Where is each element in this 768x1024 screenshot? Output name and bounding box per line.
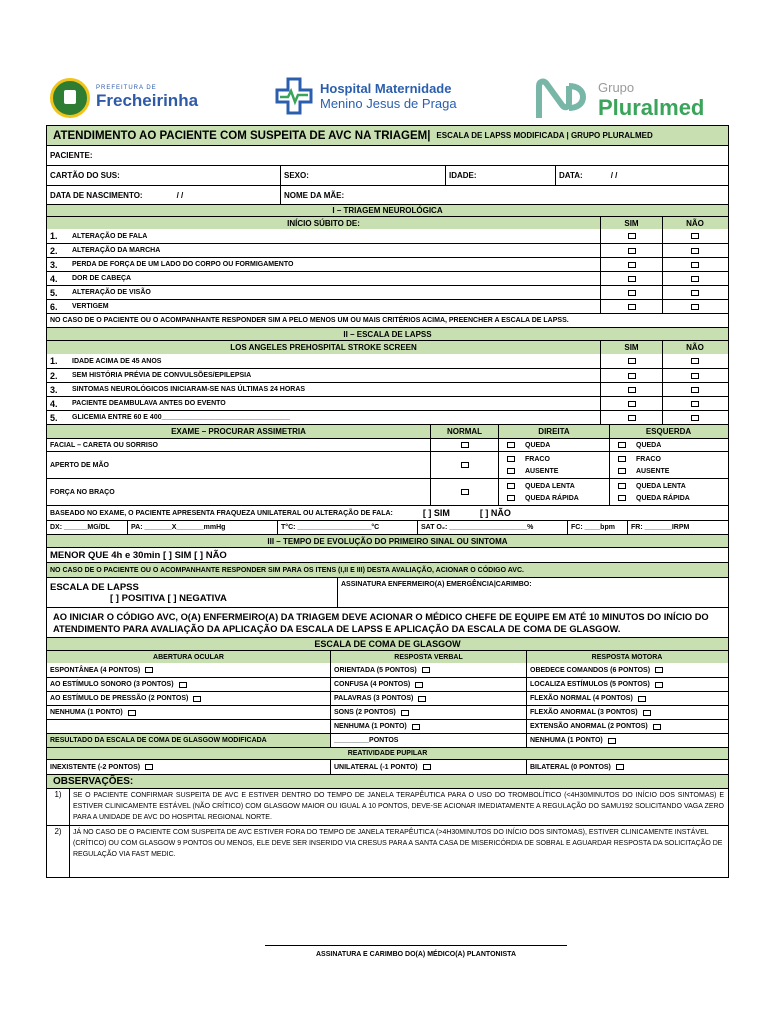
lapss-item-row xyxy=(47,368,728,382)
triage-item-label: PERDA DE FORÇA DE UM LADO DO CORPO OU FORMIGAMENTO xyxy=(72,261,294,268)
section1-subtitle: INÍCIO SÚBITO DE: xyxy=(287,218,360,228)
lapss-item-nao-checkbox[interactable] xyxy=(691,358,699,364)
pupil-unilateral-checkbox[interactable] xyxy=(423,764,431,770)
glasgow-title: ESCALA DE COMA DE GLASGOW xyxy=(314,639,461,649)
motora-nenhuma-checkbox[interactable] xyxy=(608,738,616,744)
lapss-item-nao-checkbox[interactable] xyxy=(691,401,699,407)
glasgow-result-points[interactable]: _________PONTOS xyxy=(330,734,526,747)
triage-item-sim-checkbox[interactable] xyxy=(628,233,636,239)
exam-title: EXAME – PROCURAR ASSIMETRIA xyxy=(171,427,306,436)
forca-right-lenta-label: QUEDA LENTA xyxy=(525,482,575,490)
forca-right-rapida-label: QUEDA RÁPIDA xyxy=(525,494,579,502)
glasgow-verbal-checkbox[interactable] xyxy=(422,667,430,673)
date-field[interactable] xyxy=(555,166,727,185)
facial-right-label: QUEDA xyxy=(525,441,551,449)
lapss-item-nao-checkbox[interactable] xyxy=(691,415,699,421)
pupil-header xyxy=(47,747,728,759)
aperto-right-fraco-checkbox[interactable] xyxy=(507,456,515,462)
doctor-signature-line[interactable] xyxy=(265,945,567,946)
glasgow-header xyxy=(47,637,728,650)
section1-header xyxy=(47,204,728,216)
forca-right-rapida-checkbox[interactable] xyxy=(507,495,515,501)
lapss-item-label: IDADE ACIMA DE 45 ANOS xyxy=(72,357,162,365)
glasgow-ocular-checkbox[interactable] xyxy=(193,696,201,702)
hospital-cross-icon xyxy=(274,76,314,116)
aperto-label: APERTO DE MÃO xyxy=(50,461,109,469)
facial-left-label: QUEDA xyxy=(636,441,662,449)
glasgow-rows xyxy=(47,663,728,733)
aperto-left-ausente-checkbox[interactable] xyxy=(618,468,626,474)
glasgow-verbal-label: CONFUSA (4 PONTOS) xyxy=(334,681,411,688)
triage-item-nao-checkbox[interactable] xyxy=(691,248,699,254)
triage-item-number: 3. xyxy=(50,259,58,270)
vitals-row xyxy=(47,520,728,534)
triage-item-row xyxy=(47,257,728,271)
aperto-left-ausente-label: AUSENTE xyxy=(636,467,670,475)
glasgow-motora-label: OBEDECE COMANDOS (6 PONTOS) xyxy=(530,666,651,674)
obs-1-number: 1) xyxy=(54,790,62,799)
aperto-row xyxy=(47,451,728,478)
forca-label: FORÇA NO BRAÇO xyxy=(50,488,115,496)
nurse-signature-field[interactable]: ASSINATURA ENFERMEIRO(A) EMERGÊNCIA|CARIMBO: xyxy=(337,578,727,607)
triage-item-sim-checkbox[interactable] xyxy=(628,276,636,282)
hospital-name-line1: Hospital Maternidade xyxy=(320,81,452,96)
section2-title: II – ESCALA DE LAPSS xyxy=(343,329,432,339)
lapss-item-nao-checkbox[interactable] xyxy=(691,387,699,393)
lapss-item-row xyxy=(47,382,728,396)
section1-note: NO CASO DE O PACIENTE OU O ACOMPANHANTE RESPONDER SIM A PELO MENOS UM OU MAIS CRITÉRIOS ACIMA, PREENCHER A ESCALA DE LAPSS. xyxy=(50,317,569,324)
triage-item-number: 6. xyxy=(50,301,58,312)
resposta-verbal-header: RESPOSTA VERBAL xyxy=(330,651,526,663)
glasgow-ocular-checkbox[interactable] xyxy=(179,682,187,688)
triage-item-sim-checkbox[interactable] xyxy=(628,290,636,296)
glasgow-result-row xyxy=(47,733,728,747)
triage-item-label: ALTERAÇÃO DA MARCHA xyxy=(72,247,161,254)
pluralmed-name: Pluralmed xyxy=(598,94,705,120)
patient-field[interactable]: PACIENTE: xyxy=(50,151,93,160)
lapss-item-number: 3. xyxy=(50,384,58,395)
grupo-label: Grupo xyxy=(598,79,635,95)
glasgow-verbal-label: PALAVRAS (3 PONTOS) xyxy=(334,695,414,702)
glasgow-verbal-checkbox[interactable] xyxy=(418,696,426,702)
lapss-item-row xyxy=(47,396,728,410)
sus-row xyxy=(47,165,728,185)
triage-item-row xyxy=(47,299,728,313)
lapss-item-label: GLICEMIA ENTRE 60 E 400_________________________________ xyxy=(72,414,291,421)
glasgow-motora-checkbox[interactable] xyxy=(643,710,651,716)
triage-item-nao-checkbox[interactable] xyxy=(691,290,699,296)
triage-item-number: 1. xyxy=(50,231,58,241)
pupil-title: REATIVIDADE PUPILAR xyxy=(347,750,428,757)
glasgow-ocular-checkbox[interactable] xyxy=(128,710,136,716)
hospital-logo xyxy=(274,76,457,116)
pupil-unilateral-label: UNILATERAL (-1 PONTO) xyxy=(334,763,418,771)
dx-field[interactable]: DX: ______MG/DL xyxy=(50,524,110,531)
lapss-item-nao-checkbox[interactable] xyxy=(691,373,699,379)
pupil-bilateral-checkbox[interactable] xyxy=(616,764,624,770)
lapss-item-row xyxy=(47,354,728,368)
lapss-item-label: SINTOMAS NEUROLÓGICOS INICIARAM-SE NAS ÚLTIMAS 24 HORAS xyxy=(72,386,306,393)
forca-right-lenta-checkbox[interactable] xyxy=(507,483,515,489)
glasgow-ocular-label: ESPONTÂNEA (4 PONTOS) xyxy=(50,666,141,674)
lapss-item-sim-checkbox[interactable] xyxy=(628,387,636,393)
np-monogram-icon xyxy=(534,78,588,122)
glasgow-row xyxy=(47,719,728,733)
glasgow-motora-checkbox[interactable] xyxy=(655,667,663,673)
menor-row xyxy=(47,547,728,562)
triage-item-row xyxy=(47,285,728,299)
pupil-bilateral-label: BILATERAL (0 PONTOS) xyxy=(530,763,611,771)
obs-2-text: JÁ NO CASO DE O PACIENTE COM SUSPEITA DE AVC ESTIVER FORA DO TEMPO DE JANELA TERAPÊUTICA (>4H30MINUTOS DO INÍCIO DOS SINTOMAS), ESTIVER CLINICAMENTE INSTÁVEL (CRÍTICO) OU COM GLASGOW 9 PONTOS OU MENOS, ELE DEVE SER INSERIDO VIA CRESUS PARA A SANTA CASA DE MISERICÓRDIA DE SOBRAL E AGUARDAR RESPOSTA DA SOLICITAÇÃO DE REGULAÇÃO VIA FAST MEDIC. xyxy=(69,826,727,877)
lapss-item-label: SEM HISTÓRIA PRÉVIA DE CONVULSÕES/EPILEPSIA xyxy=(72,372,252,379)
exam-header-row xyxy=(47,424,728,438)
birth-date-field[interactable] xyxy=(47,186,280,204)
triage-item-sim-checkbox[interactable] xyxy=(628,262,636,268)
age-field[interactable]: IDADE: xyxy=(445,166,555,185)
forca-row xyxy=(47,478,728,505)
glasgow-result-label: RESULTADO DA ESCALA DE COMA DE GLASGOW MODIFICADA xyxy=(47,734,330,747)
doctor-signature-label: ASSINATURA E CARIMBO DO(A) MÉDICO(A) PLANTONISTA xyxy=(315,951,516,958)
lapss-item-sim-checkbox[interactable] xyxy=(628,358,636,364)
section3-note: NO CASO DE O PACIENTE OU O ACOMPANHANTE RESPONDER SIM PARA OS ITENS (I,II E III) DESTA AVALIAÇÃO, ACIONAR O CÓDIGO AVC. xyxy=(50,566,524,574)
menor-4h30-question[interactable]: MENOR QUE 4h e 30min [ ] SIM [ ] NÃO xyxy=(50,549,227,561)
birth-date-label: DATA DE NASCIMENTO: xyxy=(50,190,143,200)
facial-row xyxy=(47,438,728,451)
triage-item-row xyxy=(47,229,728,243)
prefeitura-label: PREFEITURA DE xyxy=(96,85,157,91)
avc-form xyxy=(46,125,729,878)
glasgow-motora-label: FLEXÃO NORMAL (4 PONTOS) xyxy=(530,695,633,702)
section3-note-row xyxy=(47,562,728,577)
glasgow-row xyxy=(47,691,728,705)
glasgow-row xyxy=(47,705,728,719)
normal-header: NORMAL xyxy=(430,425,498,438)
glasgow-motora-checkbox[interactable] xyxy=(655,682,663,688)
obs-1-text: SE O PACIENTE CONFIRMAR SUSPEITA DE AVC E ESTIVER DENTRO DO TEMPO DE JANELA TERAPÊUTICA PARA O USO DO TROMBOLÍTICO (<4H30MINUTOS DO INÍCIO DOS SINTOMAS) E ESTIVER CLINICAMENTE ESTÁVEL (NÃO CRÍTICO) COM GLASGOW MAIOR OU IGUAL A 10 PONTOS, DEVE-SE ACIONAR IMEDIATAMENTE A REGULAÇÃO DO SAMU192 SOLICITANDO VAGA ZERO PARA A UNIDADE DE AVC DO HOSPITAL REGIONAL NORTE. xyxy=(69,789,727,825)
glasgow-motora-label: LOCALIZA ESTÍMULOS (5 PONTOS) xyxy=(530,681,650,688)
prefeitura-logo xyxy=(50,78,198,118)
aperto-right-ausente-checkbox[interactable] xyxy=(507,468,515,474)
temperature-field[interactable]: T°C: ___________________°C xyxy=(277,521,417,534)
pluralmed-logo xyxy=(534,78,704,122)
glasgow-ocular-checkbox[interactable] xyxy=(145,667,153,673)
triage-item-nao-checkbox[interactable] xyxy=(691,262,699,268)
triage-item-sim-checkbox[interactable] xyxy=(628,304,636,310)
prefeitura-name: Frecheirinha xyxy=(96,91,199,110)
glasgow-row xyxy=(47,677,728,691)
sus-card-field[interactable]: CARTÃO DO SUS: xyxy=(50,171,120,180)
triage-item-nao-checkbox[interactable] xyxy=(691,233,699,239)
date-slashes: / / xyxy=(610,171,618,180)
logos-header xyxy=(0,70,768,130)
hospital-name-line2: Menino Jesus de Praga xyxy=(320,96,457,111)
baseado-question: BASEADO NO EXAME, O PACIENTE APRESENTA FRAQUEZA UNILATERAL OU ALTERAÇÃO DE FALA: xyxy=(50,509,393,517)
form-title-row xyxy=(47,126,728,145)
triage-item-number: 2. xyxy=(50,245,58,256)
direita-header: DIREITA xyxy=(498,425,609,438)
glasgow-verbal-checkbox[interactable] xyxy=(401,710,409,716)
glasgow-ocular-label: AO ESTÍMULO SONORO (3 PONTOS) xyxy=(50,681,174,688)
glasgow-ocular-label: NENHUMA (1 PONTO) xyxy=(50,709,123,716)
codigo-avc-text: AO INICIAR O CÓDIGO AVC, O(A) ENFERMEIRO(A) DA TRIAGEM DEVE ACIONAR O MÉDICO CHEFE DE EQUIPE EM ATÉ 10 MINUTOS DO INÍCIO DO ATENDIMENTO PARA AVALIAÇÃO DA APLICAÇÃO DA ESCALA DE LAPSS E APLICAÇÃO DA ESCALA DE COMA DE GLASGOW. xyxy=(53,611,709,634)
triage-item-label: ALTERAÇÃO DE FALA xyxy=(72,232,148,240)
triage-item-sim-checkbox[interactable] xyxy=(628,248,636,254)
glasgow-motora-label: FLEXÃO ANORMAL (3 PONTOS) xyxy=(530,709,638,716)
abertura-ocular-header: ABERTURA OCULAR xyxy=(153,653,224,661)
section1-subheader xyxy=(47,216,728,229)
triage-item-label: VERTIGEM xyxy=(72,303,109,310)
obs-item-1 xyxy=(47,788,728,825)
lapss-item-number: 2. xyxy=(50,370,58,381)
obs-2-number: 2) xyxy=(54,827,62,836)
aperto-right-ausente-label: AUSENTE xyxy=(525,467,559,475)
fr-field[interactable]: FR: _______IRPM xyxy=(627,521,727,534)
lapss-item-label: PACIENTE DEAMBULAVA ANTES DO EVENTO xyxy=(72,400,226,407)
pupil-row xyxy=(47,759,728,774)
lapss-item-sim-checkbox[interactable] xyxy=(628,415,636,421)
triage-item-row xyxy=(47,243,728,257)
forca-left-lenta-checkbox[interactable] xyxy=(618,483,626,489)
city-seal-icon xyxy=(50,78,90,118)
section2-items xyxy=(47,354,728,424)
section1-items xyxy=(47,229,728,313)
resposta-motora-header: RESPOSTA MOTORA xyxy=(526,651,727,663)
aperto-right-fraco-label: FRACO xyxy=(525,455,550,463)
baseado-nao-option[interactable]: [ ] NÃO xyxy=(479,508,511,518)
date-label: DATA: xyxy=(559,171,583,180)
escala-result-options[interactable]: [ ] POSITIVA [ ] NEGATIVA xyxy=(110,592,227,604)
forca-left-rapida-label: QUEDA RÁPIDA xyxy=(636,494,690,502)
glasgow-verbal-checkbox[interactable] xyxy=(415,682,423,688)
section1-sim-header: SIM xyxy=(600,217,662,229)
baseado-sim-option[interactable]: [ ] SIM xyxy=(422,508,450,518)
aperto-left-fraco-checkbox[interactable] xyxy=(618,456,626,462)
birth-date-slashes: / / xyxy=(176,190,184,200)
pupil-inexistente-checkbox[interactable] xyxy=(145,764,153,770)
lapss-item-number: 1. xyxy=(50,356,58,366)
glasgow-col-headers xyxy=(47,650,728,663)
section1-note-row xyxy=(47,313,728,327)
triage-item-label: DOR DE CABEÇA xyxy=(72,275,132,282)
glasgow-row xyxy=(47,663,728,677)
sex-field[interactable]: SEXO: xyxy=(280,166,445,185)
section2-subheader xyxy=(47,340,728,354)
lapss-item-number: 4. xyxy=(50,398,58,409)
lapss-item-sim-checkbox[interactable] xyxy=(628,373,636,379)
section2-sim-header: SIM xyxy=(600,341,662,354)
facial-normal-checkbox[interactable] xyxy=(461,442,469,448)
codigo-avc-row xyxy=(47,607,728,637)
esquerda-header: ESQUERDA xyxy=(609,425,727,438)
facial-left-checkbox[interactable] xyxy=(618,442,626,448)
obs-header xyxy=(47,774,728,788)
motora-nenhuma-label: NENHUMA (1 PONTO) xyxy=(530,737,603,744)
pa-field[interactable]: PA: _______X_______mmHg xyxy=(127,521,277,534)
section2-subtitle: LOS ANGELES PREHOSPITAL STROKE SCREEN xyxy=(230,343,417,352)
triage-item-nao-checkbox[interactable] xyxy=(691,304,699,310)
obs-item-2 xyxy=(47,825,728,877)
pupil-inexistente-label: INEXISTENTE (-2 PONTOS) xyxy=(50,763,141,771)
glasgow-verbal-label: SONS (2 PONTOS) xyxy=(334,709,396,716)
forca-left-lenta-label: QUEDA LENTA xyxy=(636,482,686,490)
lapss-item-row xyxy=(47,410,728,424)
triage-item-number: 4. xyxy=(50,273,58,284)
baseado-row xyxy=(47,505,728,520)
forca-left-rapida-checkbox[interactable] xyxy=(618,495,626,501)
form-title: ATENDIMENTO AO PACIENTE COM SUSPEITA DE AVC NA TRIAGEM| xyxy=(53,129,431,142)
aperto-normal-checkbox[interactable] xyxy=(461,462,469,468)
section2-nao-header: NÃO xyxy=(662,341,727,354)
escala-row xyxy=(47,577,728,607)
section3-title: III – TEMPO DE EVOLUÇÃO DO PRIMEIRO SINAL OU SINTOMA xyxy=(267,536,508,546)
sat-field[interactable]: SAT O₂: ____________________% xyxy=(417,521,567,534)
aperto-left-fraco-label: FRACO xyxy=(636,455,661,463)
triage-item-nao-checkbox[interactable] xyxy=(691,276,699,282)
glasgow-verbal-label: ORIENTADA (5 PONTOS) xyxy=(334,666,417,674)
lapss-item-number: 5. xyxy=(50,412,58,423)
glasgow-ocular-label: AO ESTÍMULO DE PRESSÃO (2 PONTOS) xyxy=(50,695,189,702)
glasgow-motora-checkbox[interactable] xyxy=(638,696,646,702)
glasgow-verbal-label: NENHUMA (1 PONTO) xyxy=(334,723,407,730)
patient-row xyxy=(47,145,728,165)
section3-header xyxy=(47,534,728,547)
mother-name-field[interactable]: NOME DA MÃE: xyxy=(280,186,727,204)
section1-nao-header: NÃO xyxy=(662,217,727,229)
triage-item-label: ALTERAÇÃO DE VISÃO xyxy=(72,289,151,296)
fc-field[interactable]: FC: ____bpm xyxy=(567,521,627,534)
obs-title: OBSERVAÇÕES: xyxy=(53,776,134,787)
facial-label: FACIAL – CARETA OU SORRISO xyxy=(50,441,158,449)
section2-header xyxy=(47,327,728,340)
facial-right-checkbox[interactable] xyxy=(507,442,515,448)
escala-lapss-label: ESCALA DE LAPSS xyxy=(50,581,139,593)
birth-row xyxy=(47,185,728,204)
glasgow-verbal-checkbox[interactable] xyxy=(412,724,420,730)
lapss-item-sim-checkbox[interactable] xyxy=(628,401,636,407)
glasgow-motora-label: EXTENSÃO ANORMAL (2 PONTOS) xyxy=(530,723,648,730)
section1-title: I – TRIAGEM NEUROLÓGICA xyxy=(332,206,443,215)
form-subtitle: ESCALA DE LAPSS MODIFICADA | GRUPO PLURALMED xyxy=(436,131,653,140)
forca-normal-checkbox[interactable] xyxy=(461,489,469,495)
triage-item-row xyxy=(47,271,728,285)
triage-item-number: 5. xyxy=(50,287,58,298)
glasgow-motora-checkbox[interactable] xyxy=(653,724,661,730)
